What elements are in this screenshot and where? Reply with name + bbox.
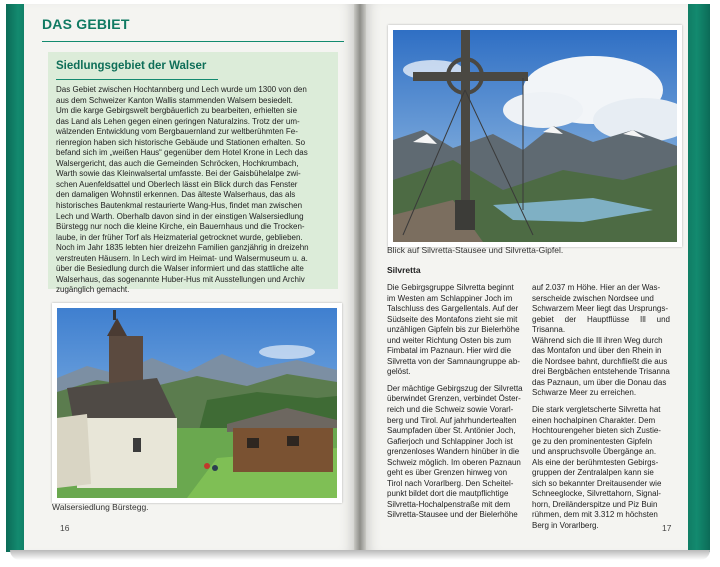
article-line: und anspruchsvolle Übergänge an. bbox=[532, 447, 657, 457]
info-box-line: Das Gebiet zwischen Hochtannberg und Lech wurde um 1300 von den bbox=[56, 85, 307, 94]
info-box-line: zugänglich gemacht. bbox=[56, 285, 130, 295]
info-box-line: historisches Bautenkmal restaurierte Wang-Hus, findet man zwischen bbox=[56, 201, 303, 211]
book-gutter bbox=[354, 4, 366, 552]
article-line: Fimbatal im Paznaun. Hier wird die bbox=[387, 346, 512, 356]
info-box-rule bbox=[56, 79, 218, 80]
article-line: grenzenloses Wandern hinüber in die bbox=[387, 447, 520, 457]
photo-caption-right: Blick auf Silvretta-Stausee und Silvretta-Gipfel. bbox=[387, 245, 564, 255]
info-box-line: Lech und Warth. Oberhalb davon sind in der einstigen Walsersiedlung bbox=[56, 211, 304, 221]
info-box-line: laube, in der früher Torf als Heizmaterial getrocknet wurde, geblieben. bbox=[56, 232, 303, 242]
article-line: sich so bekannter Dreitausender wie bbox=[532, 478, 662, 488]
article-line: Südseite des Montafons zieht sie mit bbox=[387, 314, 518, 324]
info-box-text bbox=[56, 85, 332, 296]
article-line: Silvretta-Stausee und der Bielerhöhe bbox=[387, 510, 518, 520]
article-line: Silvretta von der Samnaungruppe ab- bbox=[387, 356, 520, 366]
section-title: DAS GEBIET bbox=[42, 16, 130, 32]
article-line: Die stark vergletscherte Silvretta hat bbox=[532, 405, 661, 415]
info-box-line: aus dem Schweizer Kanton Wallis stammenden Walsern besiedelt. bbox=[56, 95, 293, 105]
photo-caption-left: Walsersiedlung Bürstegg. bbox=[52, 502, 149, 512]
article-column-2 bbox=[532, 283, 670, 538]
article-line: gelöst. bbox=[387, 367, 411, 377]
info-box-line: verstreuten Häusern. In Lech wird im Heimat- und Walsermuseum u. a. bbox=[56, 253, 308, 263]
info-box-line: Um die karge Gebirgswelt bergbäuerlich zu bearbeiten, erhielten sie bbox=[56, 106, 298, 116]
info-box-line: den damaligen Wohnstil erkennen. Das älteste Walserhaus, das als bbox=[56, 190, 296, 200]
article-line: serscheide zwischen Nordsee und bbox=[532, 293, 654, 303]
article-line: Silvretta-Hochalpenstraße mit dem bbox=[387, 499, 511, 509]
info-box-line: Walserhaus, das sogenannte Huber-Hus mit Ausstellungen und Archiv bbox=[56, 274, 305, 284]
photo-silvretta-image bbox=[393, 30, 677, 242]
article-line: ge zu den prominentesten Gipfeln bbox=[532, 436, 653, 446]
article-line: gebiet der Hauptflüsse Ill und Trisanna. bbox=[532, 314, 670, 335]
article-line: Saumpfaden über St. Antönier Joch, bbox=[387, 426, 516, 436]
info-box-line: Walsergericht, das auch die Gemeinden Schröcken, Hochkrumbach, bbox=[56, 158, 299, 168]
article-line: Schwarze Meer zu erreichen. bbox=[532, 388, 637, 398]
article-line: Gafierjoch und Schlappiner Joch ist bbox=[387, 436, 513, 446]
article-paragraph bbox=[532, 405, 670, 532]
photo-buerstegg bbox=[52, 303, 342, 503]
info-box-line: Noch im Jahr 1835 lebten hier dreizehn Familien ganzjährig in dreizehn bbox=[56, 243, 309, 253]
article-line: Berg in Vorarlberg. bbox=[532, 521, 599, 531]
article-subtitle: Silvretta bbox=[387, 265, 421, 275]
info-box-line: Warth sowie das Kleinwalsertal umfasste. Bei der Gaisbühelalpe zwi- bbox=[56, 169, 301, 179]
article-line: Die Gebirgsgruppe Silvretta beginnt bbox=[387, 283, 514, 292]
info-box-line: das Land als Lehen gegen einen geringen Naturalzins. Trotz der um- bbox=[56, 116, 300, 126]
photo-silvretta bbox=[388, 25, 682, 247]
article-line: das Montafon und über den Rhein in bbox=[532, 346, 662, 356]
book-edge-right bbox=[686, 4, 710, 552]
info-box-line: über die Besiedlung durch die Walser informiert und das stattliche alte bbox=[56, 264, 304, 274]
page-number-left: 16 bbox=[60, 523, 70, 533]
info-box-title: Siedlungsgebiet der Walser bbox=[56, 60, 207, 72]
article-line: überwindet Grenzen, verbindet Öster- bbox=[387, 394, 521, 404]
article-line: im Westen am Schlappiner Joch im bbox=[387, 293, 513, 303]
photo-buerstegg-image bbox=[57, 308, 337, 498]
article-line: punkt bildet dort die mautpflichtige bbox=[387, 489, 509, 499]
article-line: einen hochalpinen Charakter. Dem bbox=[532, 415, 656, 425]
article-column-1 bbox=[387, 283, 525, 527]
info-box-line: befand sich im „weißen Haus“ gegenüber dem Hotel Krone in Lech das bbox=[56, 148, 308, 158]
article-line: Schneeglocke, Silvrettahorn, Signal- bbox=[532, 489, 661, 499]
article-line: rühmen, dem mit 3.312 m höchsten bbox=[532, 510, 658, 520]
article-line: Während sich die Ill ihren Weg durch bbox=[532, 335, 663, 345]
book-shadow bbox=[10, 550, 710, 560]
article-line: das Paznaun, um über die Donau das bbox=[532, 377, 667, 387]
info-box-line: schen Auenfeldsattel und Oberlech lässt ein Blick durch das Fenster bbox=[56, 179, 298, 189]
article-line: Als eine der berühmtesten Gebirgs- bbox=[532, 457, 659, 467]
page-number-right: 17 bbox=[662, 523, 672, 533]
article-line: drei Bergbächen entstehende Trisanna bbox=[532, 367, 670, 377]
info-box-line: rienregion haben sich historische Gebäude und Stationen erhalten. So bbox=[56, 137, 306, 147]
section-rule bbox=[42, 41, 344, 42]
article-line: die Nordsee bahnt, durchfließt die aus bbox=[532, 356, 668, 366]
article-line: reich und die Schweiz sowie Vorarl- bbox=[387, 405, 514, 415]
article-line: auf 2.037 m Höhe. Hier an der Was- bbox=[532, 283, 661, 292]
article-line: berg und Tirol. Auf jahrhundertealten bbox=[387, 415, 517, 425]
article-line: und weiter Richtung Osten bis zum bbox=[387, 335, 512, 345]
info-box bbox=[48, 52, 338, 295]
article-line: Schwarzem Meer liegt das Ursprungs- bbox=[532, 304, 669, 314]
article-line: Talschluss des Gargellentals. Auf der bbox=[387, 304, 519, 314]
article-line: Der mächtige Gebirgszug der Silvretta bbox=[387, 383, 523, 393]
article-line: gruppen der Zentralalpen kann sie bbox=[532, 468, 654, 478]
article-paragraph bbox=[387, 384, 525, 521]
info-box-line: wälzenden Entwicklung vom Bergbauernland zur weltberühmten Fe- bbox=[56, 127, 298, 137]
info-box-line: Bürstegg nur noch die kleine Kirche, ein Bauernhaus und die Trocken- bbox=[56, 222, 305, 232]
article-line: Hochtourengeher bieten sich Zustie- bbox=[532, 426, 661, 436]
article-line: Schweiz möglich. Im oberen Paznaun bbox=[387, 457, 521, 467]
article-paragraph bbox=[387, 283, 525, 378]
article-paragraph bbox=[532, 283, 670, 399]
article-line: unzähligen Gipfeln bis zur Bielerhöhe bbox=[387, 325, 520, 335]
article-line: geht es über Grenzen hinweg von bbox=[387, 468, 508, 478]
article-line: horn, Dreiländerspitze und Piz Buin bbox=[532, 499, 658, 509]
article-line: Tirol nach Vorarlberg. Den Scheitel- bbox=[387, 478, 514, 488]
